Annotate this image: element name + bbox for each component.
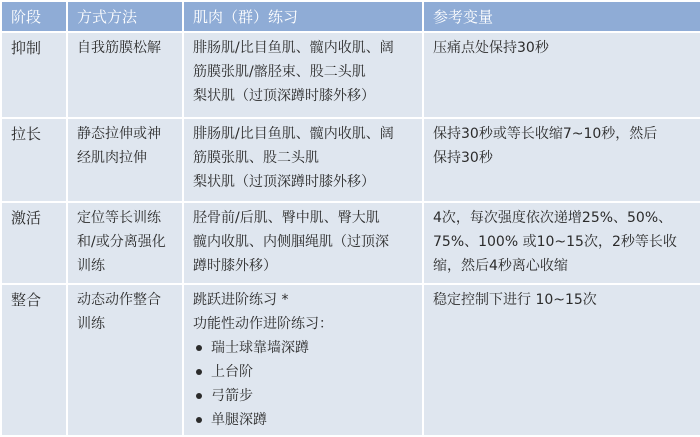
muscles-line: 腓肠肌/比目鱼肌、髋内收肌、阔 (193, 126, 394, 142)
variables-line: 压痛点处保持30秒 (433, 40, 549, 56)
list-item (193, 408, 413, 432)
variables-line: 保持30秒或等长收缩7~10秒，然后 (433, 126, 658, 142)
method-line: 静态拉伸或神 (77, 126, 161, 142)
muscles-line: 腓肠肌/比目鱼肌、髋内收肌、阔 (193, 40, 394, 56)
muscles-line: 蹲时膝外移） (193, 258, 277, 274)
table-row-activate (1, 202, 700, 284)
muscles-line: 髋内收肌、内侧腘绳肌（过顶深 (193, 234, 389, 250)
muscles-cell (183, 32, 423, 118)
method-line: 和/或分离强化 (77, 234, 166, 250)
method-cell (67, 32, 183, 118)
list-item-label: 弓箭步 (211, 388, 253, 404)
variables-cell (423, 32, 700, 118)
list-item-label: 上台阶 (211, 364, 253, 380)
method-line: 定位等长训练 (77, 210, 161, 226)
method-line: 动态动作整合 (77, 292, 161, 308)
list-item-label: 单腿深蹲 (211, 412, 267, 428)
list-item (193, 336, 413, 360)
method-cell (67, 284, 183, 436)
exercise-bullet-list (193, 336, 413, 432)
variables-line: 保持30秒 (433, 150, 493, 166)
stage-cell: 拉长 (1, 118, 67, 202)
stage-cell: 抑制 (1, 32, 67, 118)
method-line: 自我筋膜松解 (77, 40, 161, 56)
stage-cell: 激活 (1, 202, 67, 284)
table-row-lengthen (1, 118, 700, 202)
table-header-row (1, 1, 700, 32)
muscles-line: 筋膜张肌/髂胫束、股二头肌 (193, 64, 366, 80)
stage-cell: 整合 (1, 284, 67, 436)
muscles-line: 功能性动作进阶练习： (193, 316, 333, 332)
muscles-cell (183, 284, 423, 436)
muscles-line: 筋膜张肌、股二头肌 (193, 150, 319, 166)
header-muscles: 肌肉（群）练习 (183, 1, 423, 32)
method-line: 经肌肉拉伸 (77, 150, 147, 166)
variables-line: 4次，每次强度依次递增25%、50%、 (433, 210, 673, 226)
bullet-dot-icon (196, 393, 202, 399)
muscles-cell (183, 118, 423, 202)
muscles-line: 梨状肌（过顶深蹲时膝外移） (193, 88, 375, 104)
muscles-cell (183, 202, 423, 284)
list-item (193, 360, 413, 384)
bullet-dot-icon (196, 417, 202, 423)
header-variables: 参考变量 (423, 1, 700, 32)
method-cell (67, 118, 183, 202)
header-method: 方式方法 (67, 1, 183, 32)
bullet-dot-icon (196, 345, 202, 351)
muscles-line: 梨状肌（过顶深蹲时膝外移） (193, 174, 375, 190)
variables-line: 缩，然后4秒离心收缩 (433, 258, 568, 274)
variables-cell (423, 202, 700, 284)
variables-cell (423, 118, 700, 202)
method-line: 训练 (77, 258, 105, 274)
variables-line: 稳定控制下进行 10~15次 (433, 292, 597, 308)
variables-cell (423, 284, 700, 436)
list-item (193, 384, 413, 408)
variables-line: 75%、100% 或10~15次，2秒等长收 (433, 234, 677, 250)
method-cell (67, 202, 183, 284)
muscles-line: 胫骨前/后肌、臀中肌、臀大肌 (193, 210, 380, 226)
bullet-dot-icon (196, 369, 202, 375)
method-line: 训练 (77, 316, 105, 332)
header-stage: 阶段 (1, 1, 67, 32)
list-item-label: 瑞士球靠墙深蹲 (211, 340, 309, 356)
table-row-integrate (1, 284, 700, 436)
muscles-line: 跳跃进阶练习 * (193, 292, 289, 308)
table-row-inhibit (1, 32, 700, 118)
